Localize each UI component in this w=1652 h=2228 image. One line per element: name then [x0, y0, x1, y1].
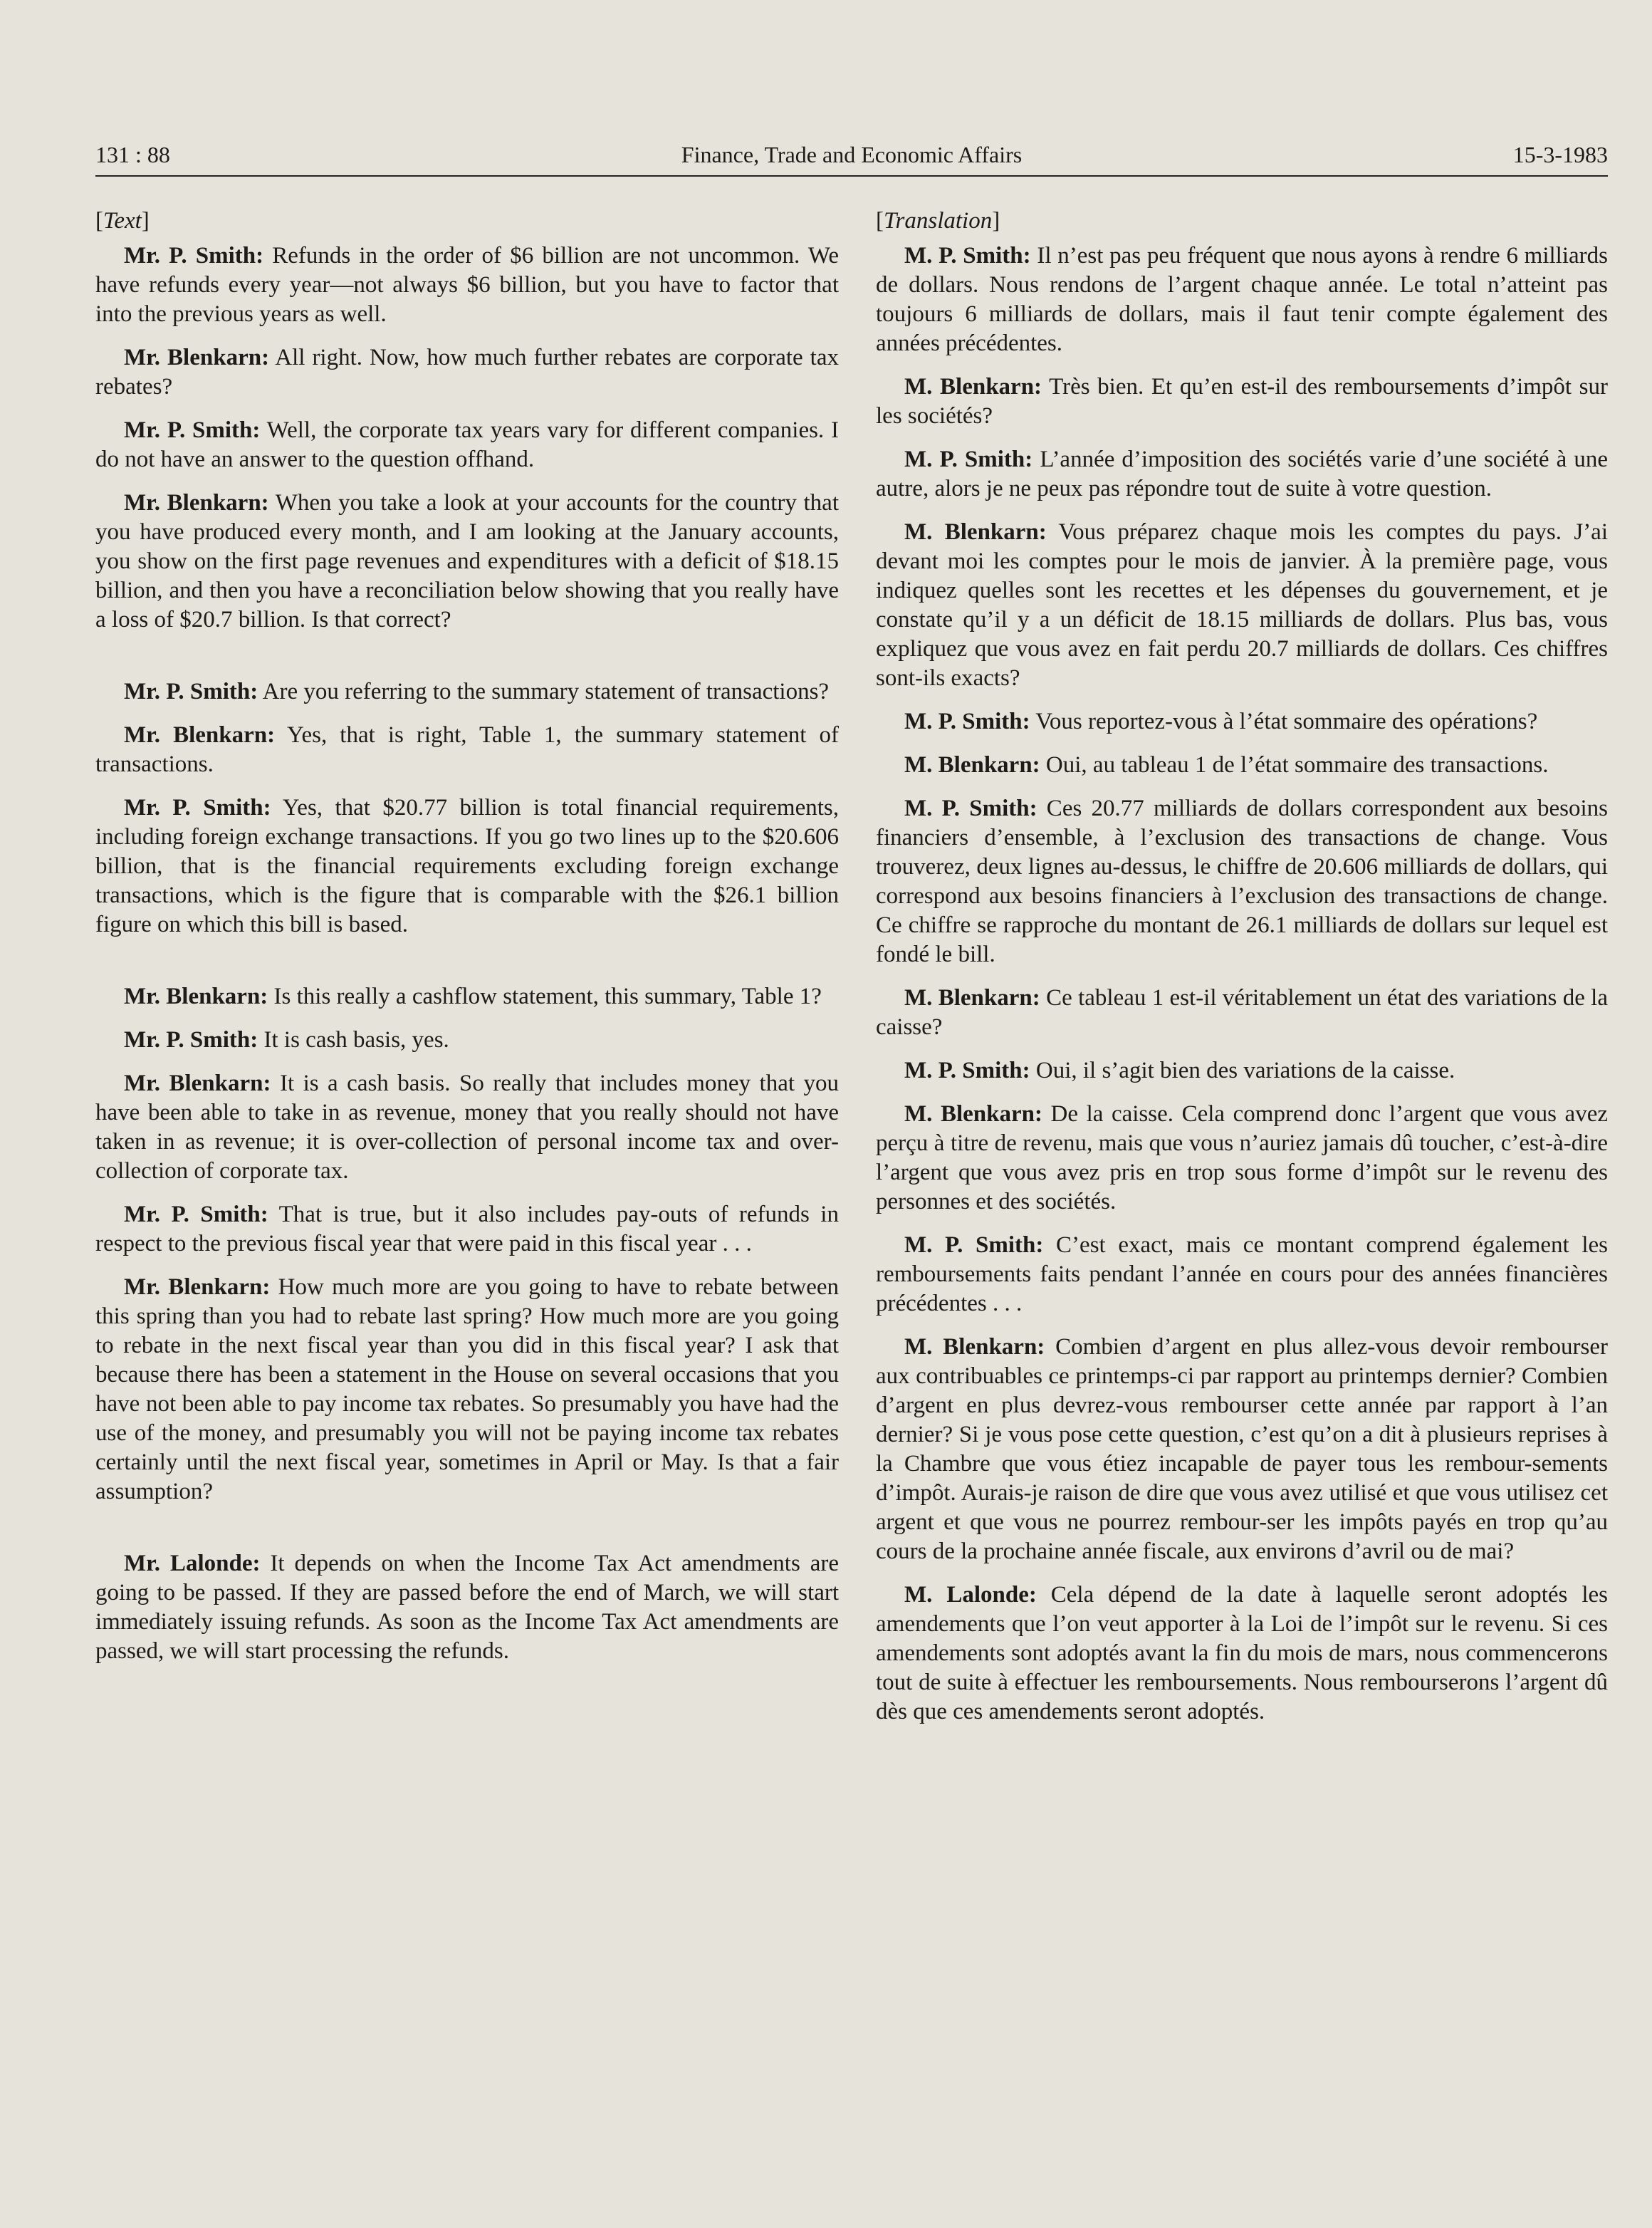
english-column [95, 207, 839, 1680]
paragraph [95, 721, 839, 779]
paragraph [95, 1273, 839, 1506]
speaker-name: Mr. P. Smith: [124, 243, 264, 269]
speech-text: Is this really a cashflow statement, this summary, Table 1? [268, 984, 822, 1009]
section-label-translation: [Translation] [876, 208, 1000, 234]
paragraph [876, 1333, 1608, 1566]
speaker-name: Mr. P. Smith: [124, 417, 261, 443]
speaker-name: M. Blenkarn: [904, 985, 1040, 1011]
speaker-name: M. Blenkarn: [904, 752, 1040, 778]
paragraph [876, 984, 1608, 1042]
speaker-name: M. P. Smith: [904, 1058, 1030, 1083]
speaker-name: M. Blenkarn: [904, 1101, 1042, 1127]
speaker-name: M. P. Smith: [904, 1232, 1044, 1258]
speaker-name: Mr. Blenkarn: [124, 722, 276, 748]
speech-text: L’année d’imposition des sociétés varie d’une société à une autre, alors je ne peux pas répondre tout de suite à votre question. [876, 447, 1608, 501]
speaker-name: M. P. Smith: [904, 447, 1033, 472]
paragraph [95, 343, 839, 402]
speech-text: Well, the corporate tax years vary for different companies. I do not have an answer to the question offhand. [95, 417, 839, 472]
speech-text: Refunds in the order of $6 billion are not uncommon. We have refunds every year—not always $6 billion, but you have to factor that into the previous years as well. [95, 243, 839, 327]
speaker-name: Mr. P. Smith: [124, 679, 258, 704]
speech-text: Combien d’argent en plus allez-vous devoir rembourser aux contribuables ce printemps-ci par rapport au printemps dernier? Combien d’argent en plus devrez-vous rembourser cette année par rapport à l’an dernier? Si je vous pose cette question, c’est qu’on a dit à plusieurs reprises à la Chambre que vous étiez incapable de payer tous les rembour-sements d’impôt. Aurais-je raison de dire que vous avez utilisé et que vous utilisez cet argent et que vous ne pourrez rembour-ser les impôts payés en trop qu’au cours de la prochaine année fiscale, aux environs d’avril ou de mai? [876, 1334, 1608, 1564]
speaker-name: M. Lalonde: [904, 1582, 1037, 1608]
paragraph [95, 1549, 839, 1666]
speech-text: That is true, but it also includes pay-outs of refunds in respect to the previous fiscal year that were paid in this fiscal year . . . [95, 1202, 839, 1256]
paragraph [95, 416, 839, 474]
paragraph [876, 1056, 1608, 1086]
speaker-name: Mr. Blenkarn: [124, 984, 268, 1009]
page-date: 15-3-1983 [1512, 142, 1608, 167]
speech-text: Cela dépend de la date à laquelle seront adoptés les amendements que l’on veut apporter à la Loi de l’impôt sur le revenu. Si ces amendements sont adoptés avant la fin du mois de mars, nous commencerons tout de suite à effectuer les remboursements. Nous rembourserons l’argent dû dès que ces amendements seront adoptés. [876, 1582, 1608, 1724]
speech-text: Très bien. Et qu’en est-il des remboursements d’impôt sur les sociétés? [876, 374, 1608, 429]
speaker-name: M. Blenkarn: [904, 519, 1047, 545]
paragraph [876, 1100, 1608, 1217]
speaker-name: Mr. P. Smith: [124, 795, 271, 821]
paragraph [95, 1200, 839, 1259]
speech-text: De la caisse. Cela comprend donc l’argent que vous avez perçu à titre de revenu, mais que vous n’auriez jamais dû toucher, c’est-à-dire l’argent que vous avez pris en trop sous forme d’impôt sur le revenu des personnes et des sociétés. [876, 1101, 1608, 1214]
speaker-name: M. P. Smith: [904, 796, 1037, 821]
speaker-name: Mr. Blenkarn: [124, 345, 270, 370]
speech-text: It is cash basis, yes. [258, 1027, 449, 1053]
paragraph [95, 677, 839, 707]
paragraph [876, 1581, 1608, 1727]
paragraph [95, 241, 839, 329]
speaker-name: Mr. Blenkarn: [124, 1071, 271, 1096]
paragraph [95, 982, 839, 1011]
paragraph [95, 793, 839, 939]
speaker-name: M. Blenkarn: [904, 374, 1042, 400]
speech-text: Yes, that is right, Table 1, the summary statement of transactions. [95, 722, 839, 777]
speaker-name: Mr. P. Smith: [124, 1027, 258, 1053]
speaker-name: M. P. Smith: [904, 243, 1031, 269]
speech-text: It depends on when the Income Tax Act amendments are going to be passed. If they are passed before the end of March, we will start immediately issuing refunds. As soon as the Income Tax Act amendments are passed, we will start processing the refunds. [95, 1551, 840, 1664]
page-header [95, 132, 1608, 177]
paragraph [876, 445, 1608, 504]
speech-text: Vous reportez-vous à l’état sommaire des opérations? [1030, 709, 1538, 734]
paragraph [876, 241, 1608, 358]
speech-text: Yes, that $20.77 billion is total financial requirements, including foreign exchange transactions. If you go two lines up to the $20.606 billion, that is the financial requirements excluding foreign exchange transactions, which is the figure that is comparable with the $26.1 billion figure on which this bill is based. [95, 795, 839, 937]
speech-text: Vous préparez chaque mois les comptes du pays. J’ai devant moi les comptes pour le mois de janvier. À la première page, vous indiquez quelles sont les recettes et les dépenses du gouvernement, et je constate qu’il y a un déficit de 18.15 milliards de dollars. Plus bas, vous expliquez que vous avez en fait perdu 20.7 milliards de dollars. Ces chiffres sont-ils exacts? [876, 519, 1609, 691]
speech-text: Ces 20.77 milliards de dollars correspondent aux besoins financiers d’ensemble, à l’exclusion des transactions de change. Vous trouverez, deux lignes au-dessus, le chiffre de 20.606 milliards de dollars, qui correspond aux besoins financiers à l’exclusion des transactions de change. Ce chiffre se rapproche du montant de 26.1 milliards de dollars sur lequel est fondé le bill. [876, 796, 1608, 967]
paragraph [876, 751, 1608, 780]
speaker-name: M. Blenkarn: [904, 1334, 1045, 1360]
section-label-text: [Text] [95, 208, 150, 234]
paragraph [95, 1026, 839, 1055]
speech-text: Il n’est pas peu fréquent que nous ayons à rendre 6 milliards de dollars. Nous rendons de l’argent chaque année. Le total n’atteint pas toujours 6 milliards de dollars, mais il faut tenir compte également des années précédentes. [876, 243, 1608, 356]
speech-text: Ce tableau 1 est-il véritablement un état des variations de la caisse? [876, 985, 1608, 1040]
page-number: 131 : 88 [95, 142, 170, 167]
speech-text: All right. Now, how much further rebates are corporate tax rebates? [95, 345, 839, 400]
paragraph [876, 1231, 1608, 1318]
speaker-name: M. P. Smith: [904, 709, 1030, 734]
paragraph [876, 373, 1608, 431]
speech-text: When you take a look at your accounts for the country that you have produced every month, and I am looking at the January accounts, you show on the first page revenues and expenditures with a deficit of $18.15 billion, and then you have a reconciliation below showing that you really have a loss of $20.7 billion. Is that correct? [95, 490, 839, 633]
paragraph [876, 518, 1608, 693]
speech-text: C’est exact, mais ce montant comprend également les remboursements faits pendant l’année en cours pour des années financières précédentes . . . [876, 1232, 1608, 1316]
french-column [876, 207, 1608, 1741]
speech-text: How much more are you going to have to rebate between this spring than you had to rebate last spring? How much more are you going to rebate in the next fiscal year than you did in this fiscal year? I ask that because there has been a statement in the House on several occasions that you have not been able to pay income tax rebates. So presumably you have had the use of the money, and presumably you will not be paying income tax rebates certainly until the next fiscal year, sometimes in April or May. Is that a fair assumption? [95, 1274, 840, 1504]
speech-text: Oui, il s’agit bien des variations de la caisse. [1030, 1058, 1455, 1083]
paragraph [876, 794, 1608, 969]
speaker-name: Mr. P. Smith: [124, 1202, 268, 1227]
speech-text: It is a cash basis. So really that includes money that you have been able to take in as revenue, money that you really should not have taken in as revenue; it is over-collection of personal income tax and over-collection of corporate tax. [95, 1071, 839, 1184]
page-title: Finance, Trade and Economic Affairs [681, 142, 1023, 167]
paragraph [95, 489, 839, 635]
speech-text: Oui, au tableau 1 de l’état sommaire des transactions. [1040, 752, 1549, 778]
speaker-name: Mr. Blenkarn: [124, 1274, 271, 1300]
paragraph [876, 707, 1608, 736]
speaker-name: Mr. Blenkarn: [124, 490, 269, 516]
paragraph [95, 1069, 839, 1186]
speaker-name: Mr. Lalonde: [124, 1551, 261, 1576]
speech-text: Are you referring to the summary statement of transactions? [258, 679, 830, 704]
